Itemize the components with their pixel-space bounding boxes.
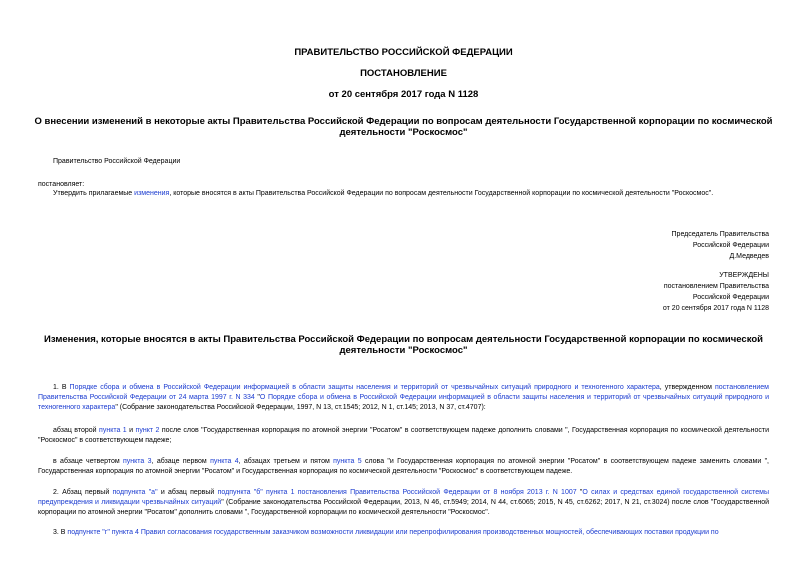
p2-link-subpoint-a[interactable]: подпункта "а" bbox=[112, 489, 158, 496]
approve-post: , которые вносятся в акты Правительства Российской Федерации по вопросам деятельности Государственной корпорации по космической деятельности "Роскосмос". bbox=[169, 190, 714, 197]
approved-line1: УТВЕРЖДЕНЫ bbox=[719, 272, 769, 279]
signature-block bbox=[672, 229, 769, 262]
signature-line3: Д.Медведев bbox=[729, 253, 769, 260]
p1b-text-c: , абзацах третьем и пятом bbox=[238, 458, 334, 465]
p2-text-a: 2. Абзац первый bbox=[53, 489, 113, 496]
p1-text-d: " (Собрание законодательства Российской Федерации, 1997, N 13, ст.1545; 2012, N 1, ст.145; 2013, N 37, ст.4707): bbox=[115, 404, 486, 411]
p1a-link-point1[interactable]: пункта 1 bbox=[99, 427, 127, 434]
p3-text-a: 3. В bbox=[53, 529, 68, 536]
p1a-link-point2[interactable]: пункт 2 bbox=[135, 427, 160, 434]
p1-text-a: 1. В bbox=[53, 384, 70, 391]
paragraph-1a bbox=[38, 426, 769, 446]
paragraph-1b bbox=[38, 457, 769, 477]
approved-line4: от 20 сентября 2017 года N 1128 bbox=[662, 305, 769, 312]
paragraph-2 bbox=[38, 488, 769, 518]
p1a-text-a: абзац второй bbox=[53, 427, 100, 434]
document-title-line1: О внесении изменений в некоторые акты Правительства Российской Федерации по вопросам деятельности Государственной корпорации по космической bbox=[34, 116, 773, 127]
paragraph-1 bbox=[38, 383, 769, 413]
approve-pre: Утвердить прилагаемые bbox=[53, 190, 135, 197]
changes-title-line2: деятельности "Роскосмос" bbox=[339, 345, 468, 356]
p1-link-procedure[interactable]: Порядке сбора и обмена в Российской Федерации информацией в области защиты населения и территорий от чрезвычайных ситуаций природного и техногенного характера bbox=[69, 384, 660, 391]
government-heading: ПРАВИТЕЛЬСТВО РОССИЙСКОЙ ФЕДЕРАЦИИ bbox=[294, 47, 513, 58]
p2-text-c: " bbox=[576, 489, 583, 496]
signature-line2: Российской Федерации bbox=[692, 242, 769, 249]
document-date-number: от 20 сентября 2017 года N 1128 bbox=[328, 89, 479, 100]
p1-text-c: " bbox=[254, 394, 260, 401]
decrees-text: постановляет: bbox=[38, 181, 85, 188]
p1b-link-point4[interactable]: пункта 4 bbox=[210, 458, 239, 465]
document-type: ПОСТАНОВЛЕНИЕ bbox=[360, 68, 447, 79]
approved-line3: Российской Федерации bbox=[692, 294, 769, 301]
p1b-text-b: , абзаце первом bbox=[151, 458, 211, 465]
approve-paragraph bbox=[53, 189, 773, 199]
paragraph-3 bbox=[38, 528, 769, 538]
document-title bbox=[0, 116, 807, 138]
signature-line1: Председатель Правительства bbox=[671, 231, 769, 238]
p1a-text-c: после слов "Государственная корпорация по атомной энергии "Росатом" в соответствующем падеже дополнить словами ", Государственная корпорация по космической деятельности "Роскосмос" в соответствующем падеже; bbox=[38, 427, 769, 444]
approved-line2: постановлением Правительства bbox=[663, 283, 769, 290]
p2-link-decree[interactable]: подпункта "б" пункта 1 постановления Правительства Российской Федерации от 8 ноября 2013 г. N 1007 bbox=[217, 489, 577, 496]
p3-link-rules[interactable]: подпункте "г" пункта 4 Правил согласования государственным заказчиком возможности ликвидации или перепрофилирования производственных мощностей, обеспечивающих поставки продукции по bbox=[67, 529, 719, 536]
p1-text-b: , утвержденном bbox=[659, 384, 715, 391]
issuer-text: Правительство Российской Федерации bbox=[53, 158, 181, 165]
approved-block bbox=[663, 270, 769, 314]
document-title-line2: деятельности "Роскосмос" bbox=[339, 127, 468, 138]
changes-title bbox=[0, 334, 807, 356]
p1-link-decree[interactable]: постановлением Правительства Российской Федерации от 24 марта 1997 г. N 334 bbox=[38, 384, 769, 401]
p1b-link-point5[interactable]: пункта 5 bbox=[333, 458, 362, 465]
changes-title-line1: Изменения, которые вносятся в акты Правительства Российской Федерации по вопросам деятельности Государственной корпорации по космической bbox=[44, 334, 763, 345]
p1a-text-b: и bbox=[126, 427, 136, 434]
p1b-text-d: слова "и Государственная корпорация по атомной энергии "Росатом" в соответствующем падеже заменить словами ", Государственная корпорация по атомной энергии "Росатом" и Государственная корпорация по космической деятельности "Роскосмос" в соответствующем падеже. bbox=[38, 458, 770, 475]
p2-link-decree-title[interactable]: О силах и средствах единой государственной системы предупреждения и ликвидации чрезвычайных ситуаций bbox=[38, 489, 770, 506]
p2-text-d: " (Собрание законодательства Российской Федерации, 2013, N 46, ст.5949; 2014, N 44, ст.6065; 2015, N 45, ст.6262; 2017, N 21, ст.3024) после слов "Государственной корпорации по атомной энергии "Росатом" дополнить словами ", Государственной корпорации по космической деятельности "Роскосмос". bbox=[38, 499, 769, 516]
p2-text-b: и абзац первый bbox=[157, 489, 218, 496]
p1b-link-point3[interactable]: пункта 3 bbox=[123, 458, 152, 465]
p1b-text-a: в абзаце четвертом bbox=[53, 458, 123, 465]
p1-link-decree-title[interactable]: О Порядке сбора и обмена в Российской Федерации информацией в области защиты населения и территорий от чрезвычайных ситуаций природного и техногенного характера bbox=[38, 394, 770, 411]
changes-link[interactable]: изменения bbox=[134, 190, 170, 197]
